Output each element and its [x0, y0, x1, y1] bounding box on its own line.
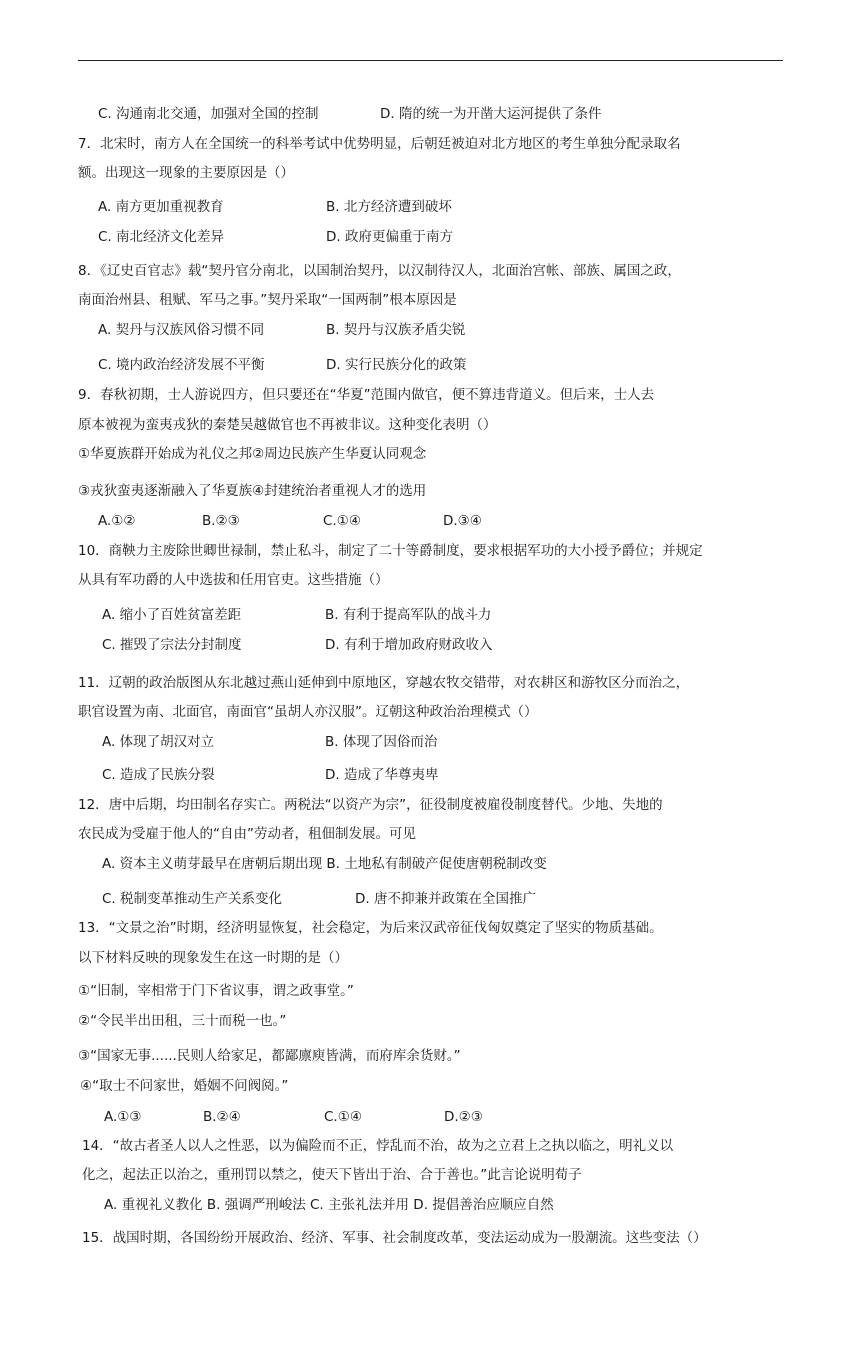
q14-options: A. 重视礼义教化 B. 强调严刑峻法 C. 主张礼法并用 D. 提倡善治应顺应自然: [104, 1197, 554, 1213]
q13-option-a: A.①③: [104, 1109, 142, 1125]
q10-option-d: D. 有利于增加政府财政收入: [325, 637, 493, 653]
q11-option-d: D. 造成了华尊夷卑: [325, 767, 439, 783]
q15-stem-line-1: 15．战国时期，各国纷纷开展政治、经济、军事、社会制度改革，变法运动成为一股潮流。这些变法（）: [82, 1230, 707, 1246]
q13-stem-line-2: 以下材料反映的现象发生在这一时期的是（）: [78, 950, 348, 966]
q8-stem-line-1: 8．《辽史百官志》载“契丹官分南北，以国制治契丹，以汉制待汉人，北面治宫帐、部族、属国之政，: [78, 263, 681, 279]
q8-option-d: D. 实行民族分化的政策: [326, 357, 467, 373]
q11-option-a: A. 体现了胡汉对立: [102, 734, 215, 750]
q13-item-2: ②“令民半出田租，三十而税一也。”: [78, 1013, 287, 1029]
q13-item-1: ①“旧制，宰相常于门下省议事，谓之政事堂。”: [78, 983, 354, 999]
q7-option-b: B. 北方经济遭到破坏: [326, 199, 452, 215]
q6-option-c: C. 沟通南北交通，加强对全国的控制: [98, 106, 319, 122]
q9-items-3-4: ③戎狄蛮夷逐渐融入了华夏族④封建统治者重视人才的选用: [78, 483, 427, 499]
q7-stem-line-1: 7．北宋时，南方人在全国统一的科举考试中优势明显，后朝廷被迫对北方地区的考生单独分配录取名: [78, 136, 681, 152]
q6-option-d: D. 隋的统一为开凿大运河提供了条件: [380, 106, 602, 122]
q13-item-4: ④“取士不问家世，婚姻不问阀阅。”: [80, 1078, 289, 1094]
q11-option-b: B. 体现了因俗而治: [325, 734, 438, 750]
q12-option-d: D. 唐不抑兼并政策在全国推广: [355, 891, 536, 907]
q10-option-b: B. 有利于提高军队的战斗力: [325, 607, 492, 623]
q12-options-a-b: A. 资本主义萌芽最早在唐朝后期出现 B. 土地私有制破产促使唐朝税制改变: [102, 856, 547, 872]
q11-stem-line-2: 职官设置为南、北面官，南面官“虽胡人亦汉服”。辽朝这种政治治理模式（）: [78, 704, 538, 720]
q12-option-c: C. 税制变革推动生产关系变化: [102, 891, 283, 907]
q7-stem-line-2: 额。出现这一现象的主要原因是（）: [78, 165, 294, 181]
q7-option-d: D. 政府更偏重于南方: [326, 229, 453, 245]
q14-stem-line-1: 14．“故古者圣人以人之性恶，以为偏险而不正，悖乱而不治，故为之立君上之执以临之，明礼义以: [82, 1138, 674, 1154]
q9-stem-line-1: 9．春秋初期，士人游说四方，但只要还在“华夏”范围内做官，便不算违背道义。但后来，士人去: [78, 387, 655, 403]
q12-stem-line-1: 12．唐中后期，均田制名存实亡。两税法“以资产为宗”，征役制度被雇役制度替代。少地、失地的: [78, 797, 663, 813]
q10-stem-line-1: 10．商鞅力主废除世卿世禄制，禁止私斗，制定了二十等爵制度，要求根据军功的大小授予爵位；并规定: [78, 543, 703, 559]
q8-option-a: A. 契丹与汉族风俗习惯不同: [98, 322, 265, 338]
q13-option-d: D.②③: [444, 1109, 483, 1125]
q9-items-1-2: ①华夏族群开始成为礼仪之邦②周边民族产生华夏认同观念: [78, 446, 427, 462]
q9-option-b: B.②③: [202, 513, 240, 529]
q9-option-d: D.③④: [443, 513, 482, 529]
q11-stem-line-1: 11．辽朝的政治版图从东北越过燕山延伸到中原地区，穿越农牧交错带，对农耕区和游牧区分而治之，: [78, 675, 690, 691]
q9-option-c: C.①④: [323, 513, 361, 529]
q14-stem-line-2: 化之，起法正以治之，重刑罚以禁之，使天下皆出于治、合于善也。”此言论说明荀子: [82, 1167, 582, 1183]
q7-option-a: A. 南方更加重视教育: [98, 199, 224, 215]
q7-option-c: C. 南北经济文化差异: [98, 229, 225, 245]
q13-option-c: C.①④: [324, 1109, 362, 1125]
q10-option-c: C. 摧毁了宗法分封制度: [102, 637, 242, 653]
q13-stem-line-1: 13．“文景之治”时期，经济明显恢复，社会稳定，为后来汉武帝征伐匈奴奠定了坚实的物质基础。: [78, 920, 663, 936]
q8-option-c: C. 境内政治经济发展不平衡: [98, 357, 265, 373]
q12-stem-line-2: 农民成为受雇于他人的“自由”劳动者，租佃制发展。可见: [78, 826, 416, 842]
q11-option-c: C. 造成了民族分裂: [102, 767, 215, 783]
q13-item-3: ③“国家无事......民则人给家足，都鄙廪庾皆满，而府库余货财。”: [78, 1048, 461, 1064]
q9-stem-line-2: 原本被视为蛮夷戎狄的秦楚吴越做官也不再被非议。这种变化表明（）: [78, 417, 497, 433]
q9-option-a: A.①②: [98, 513, 136, 529]
q10-option-a: A. 缩小了百姓贫富差距: [102, 607, 242, 623]
q13-option-b: B.②④: [203, 1109, 241, 1125]
q8-option-b: B. 契丹与汉族矛盾尖锐: [326, 322, 466, 338]
q8-stem-line-2: 南面治州县、租赋、军马之事。”契丹采取“一国两制”根本原因是: [78, 292, 457, 308]
q10-stem-line-2: 从具有军功爵的人中选拔和任用官吏。这些措施（）: [78, 572, 389, 588]
header-rule: [78, 60, 783, 61]
